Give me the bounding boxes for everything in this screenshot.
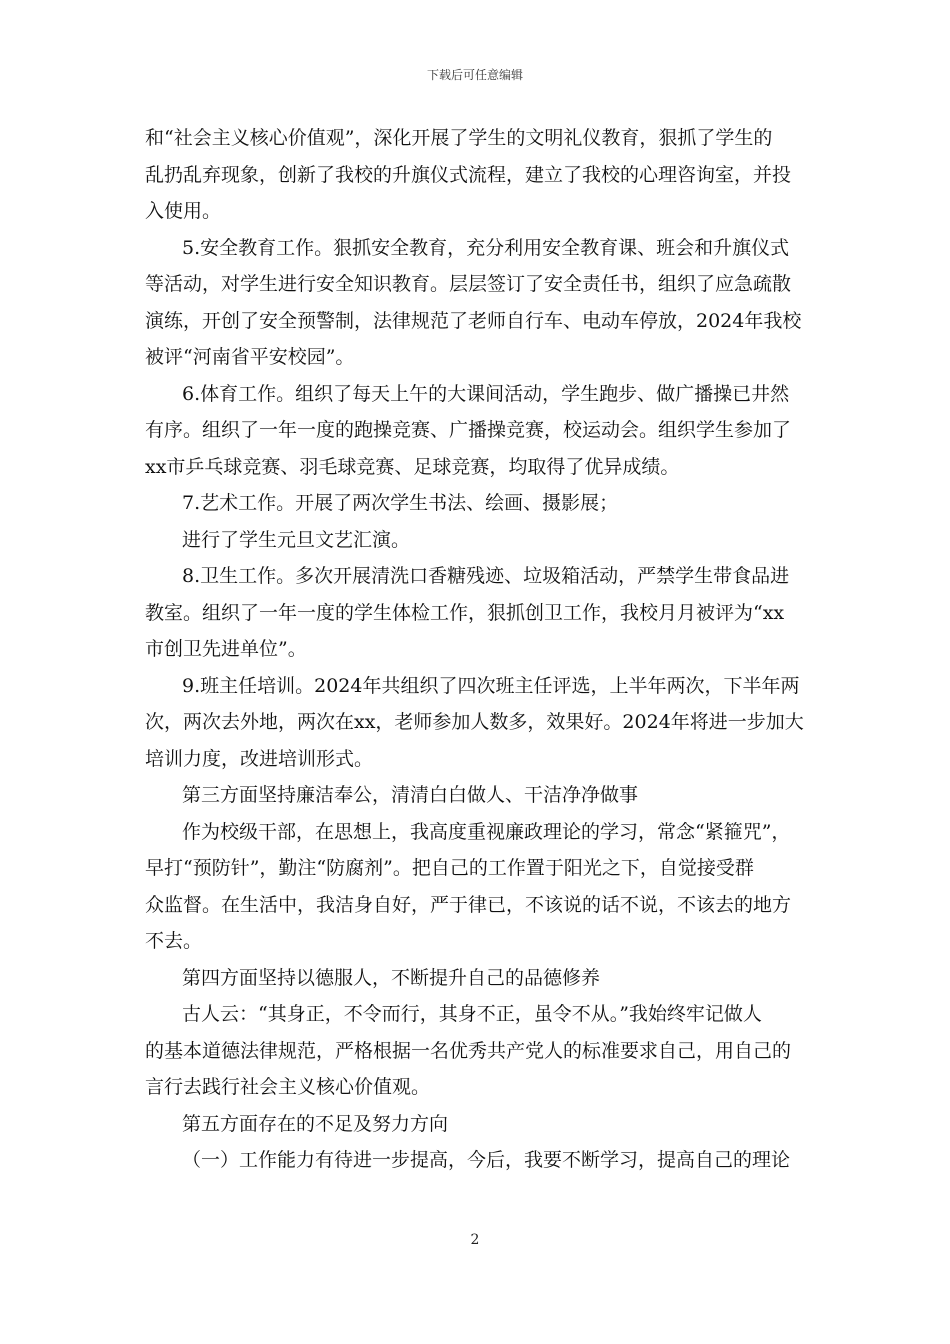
text-line: 7.艺术工作。开展了两次学生书法、绘画、摄影展； — [182, 492, 619, 514]
text-line: 教室。组织了一年一度的学生体检工作，狠抓创卫工作，我校月月被评为“xx — [145, 601, 785, 624]
text-line: 的基本道德法律规范，严格根据一名优秀共产党人的标准要求自己，用自己的 — [145, 1039, 792, 1062]
text-line: 8.卫生工作。多次开展清洗口香糖残迹、垃圾箱活动，严禁学生带食品进 — [182, 565, 790, 587]
section-heading: 第四方面坚持以德服人，不断提升自己的品德修养 — [182, 966, 601, 989]
text-line: 古人云：“其身正，不令而行，其身不正，虽令不从。”我始终牢记做人 — [182, 1003, 762, 1025]
text-line: 演练，开创了安全预警制，法律规范了老师自行车、电动车停放，2024年我校 — [145, 309, 802, 332]
text-line: 培训力度，改进培训形式。 — [145, 747, 374, 770]
text-line: 众监督。在生活中，我洁身自好，严于律已，不该说的话不说，不该去的地方 — [145, 893, 792, 916]
text-line: 市创卫先进单位”。 — [145, 638, 307, 660]
text-line: 9.班主任培训。2024年共组织了四次班主任评选，上半年两次，下半年两 — [182, 674, 800, 697]
section-heading: 第五方面存在的不足及努力方向 — [182, 1112, 449, 1135]
section-heading: 第三方面坚持廉洁奉公，清清白白做人、干洁净净做事 — [182, 784, 639, 806]
text-line: 作为校级干部，在思想上，我高度重视廉政理论的学习，常念“紧箍咒”， — [182, 820, 791, 843]
text-line: 等活动，对学生进行安全知识教育。层层签订了安全责任书，组织了应急疏散 — [145, 273, 792, 295]
text-line: 6.体育工作。组织了每天上午的大课间活动，学生跑步、做广播操已井然 — [182, 382, 790, 405]
text-line: 有序。组织了一年一度的跑操竞赛、广播操竞赛，校运动会。组织学生参加了 — [145, 419, 792, 441]
text-line: 入使用。 — [145, 200, 222, 222]
page-header: 下载后可任意编辑 — [426, 68, 523, 82]
page-number: 2 — [470, 1232, 480, 1248]
text-line: 次，两次去外地，两次在xx，老师参加人数多，效果好。2024年将进一步加大 — [145, 711, 804, 733]
text-line: （一）工作能力有待进一步提高，今后，我要不断学习，提高自己的理论 — [182, 1149, 791, 1171]
text-line: 5.安全教育工作。狠抓安全教育，充分利用安全教育课、班会和升旗仪式 — [182, 236, 790, 259]
text-line: 乱扔乱弃现象，创新了我校的升旗仪式流程，建立了我校的心理咨询室，并投 — [145, 163, 792, 186]
text-line: 言行去践行社会主义核心价值观。 — [145, 1076, 431, 1098]
text-line: xx市乒乓球竞赛、羽毛球竞赛、足球竞赛，均取得了优异成绩。 — [145, 455, 680, 478]
text-line: 进行了学生元旦文艺汇演。 — [182, 528, 411, 551]
document-body — [145, 120, 810, 1179]
text-line: 早打“预防针”，勤注“防腐剂”。把自己的工作置于阳光之下，自觉接受群 — [145, 857, 754, 879]
text-line: 不去。 — [145, 930, 203, 952]
text-line: 和“社会主义核心价值观”，深化开展了学生的文明礼仪教育，狠抓了学生的 — [145, 127, 773, 149]
text-line: 被评“河南省平安校园”。 — [145, 346, 355, 368]
